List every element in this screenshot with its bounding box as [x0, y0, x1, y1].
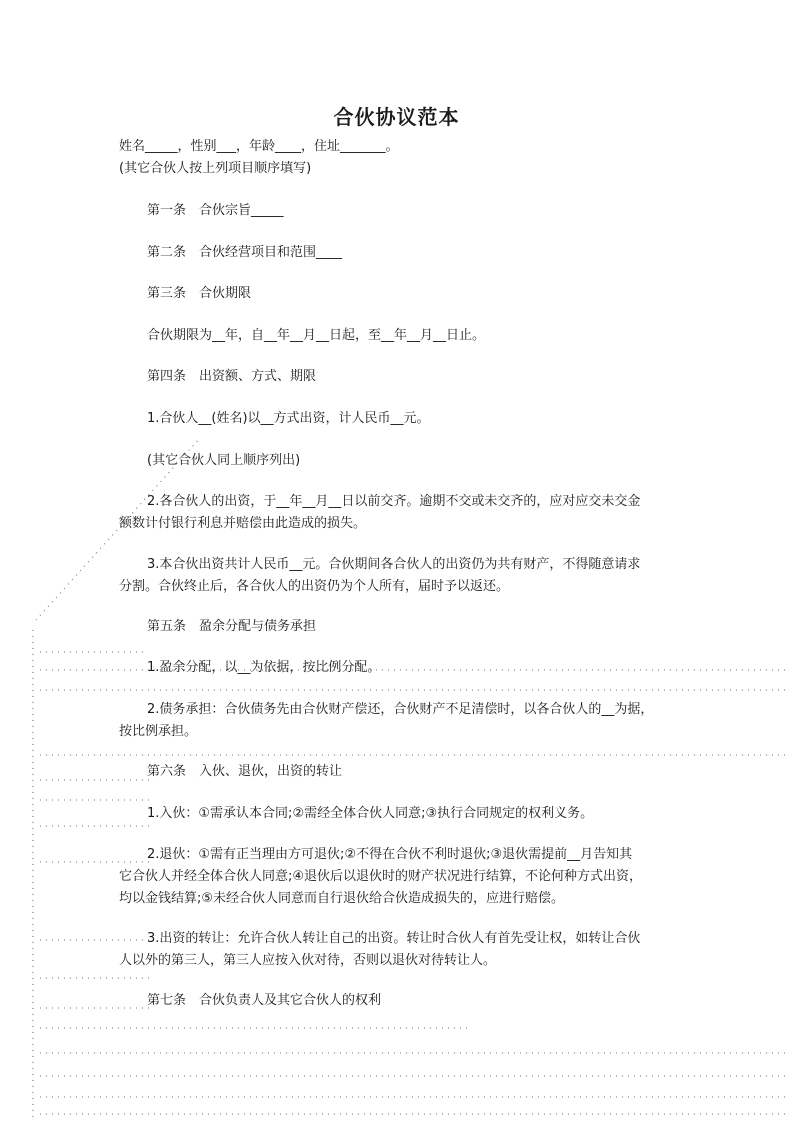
article-3-text: 合伙期限为__年，自__年__月__日起，至__年__月__日止。	[147, 328, 486, 343]
article-5-clause-2-line-2: 按比例承担。	[119, 724, 198, 739]
article-4-clause-3-line-2: 分割。合伙终止后，各合伙人的出资仍为个人所有，届时予以返还。	[119, 579, 510, 594]
article-7-heading: 第七条 合伙负责人及其它合伙人的权利	[147, 993, 382, 1008]
article-6-clause-3-line-1: 3.出资的转让：允许合伙人转让自己的出资。转让时合伙人有首先受让权，如转让合伙	[147, 931, 641, 946]
article-4-clause-2	[119, 491, 675, 535]
article-6-clause-2	[119, 844, 675, 910]
party-info-line: 姓名_____，性别___，年龄____，住址_______。	[119, 139, 399, 154]
article-5-clause-2-line-1: 2.债务承担：合伙债务先由合伙财产偿还，合伙财产不足清偿时，以各合伙人的__为据，	[147, 702, 654, 717]
article-2-heading: 第二条 合伙经营项目和范围____	[147, 245, 343, 260]
article-4-clause-2-line-2: 额数计付银行利息并赔偿由此造成的损失。	[119, 516, 367, 531]
article-4-clause-2-line-1: 2.各合伙人的出资，于__年__月__日以前交齐。逾期不交或未交齐的，应对应交未交金	[147, 494, 641, 509]
article-4-clause-3	[119, 554, 675, 598]
article-4-note: (其它合伙人同上顺序列出)	[147, 453, 301, 468]
article-4-clause-3-line-1: 3.本合伙出资共计人民币__元。合伙期间各合伙人的出资仍为共有财产，不得随意请求	[147, 557, 641, 572]
party-info-note: (其它合伙人按上列项目顺序填写)	[119, 161, 312, 176]
document-title: 合伙协议范本	[333, 105, 460, 129]
article-3-heading: 第三条 合伙期限	[147, 286, 252, 301]
article-5-clause-2	[119, 699, 675, 743]
article-4-heading: 第四条 出资额、方式、期限	[147, 369, 317, 384]
article-6-clause-3	[119, 928, 675, 972]
article-6-heading: 第六条 入伙、退伙，出资的转让	[147, 764, 343, 779]
article-1-heading: 第一条 合伙宗旨_____	[147, 203, 284, 218]
article-6-clause-3-line-2: 人以外的第三人，第三人应按入伙对待，否则以退伙对待转让人。	[119, 953, 497, 968]
article-6-clause-1: 1.入伙：①需承认本合同;②需经全体合伙人同意;③执行合同规定的权利义务。	[147, 806, 594, 821]
article-6-clause-2-line-1: 2.退伙：①需有正当理由方可退伙;②不得在合伙不利时退伙;③退伙需提前__月告知其	[147, 847, 633, 862]
article-5-clause-1: 1.盈余分配，以__为依据，按比例分配。	[147, 660, 381, 675]
article-5-heading: 第五条 盈余分配与债务承担	[147, 619, 317, 634]
article-6-clause-2-line-2: 它合伙人并经全体合伙人同意;④退伙后以退伙时的财产状况进行结算，不论何种方式出资，	[119, 869, 643, 884]
article-6-clause-2-line-3: 均以金钱结算;⑤未经合伙人同意而自行退伙给合伙造成损失的，应进行赔偿。	[119, 891, 565, 906]
article-4-clause-1: 1.合伙人__(姓名)以__方式出资，计人民币__元。	[147, 411, 430, 426]
